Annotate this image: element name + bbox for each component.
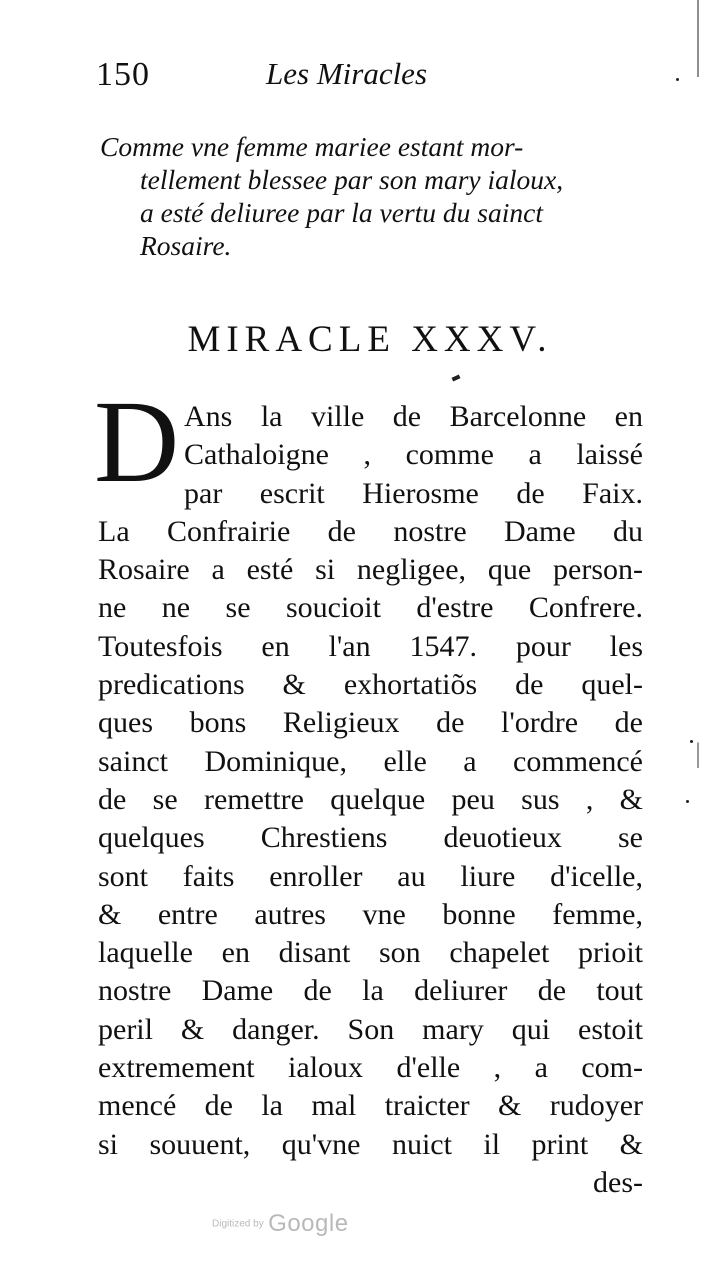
body-line: La Confrairie de nostre Dame du bbox=[98, 514, 643, 548]
summary-line: tellement blessee par son mary ialoux, bbox=[140, 164, 564, 195]
scan-speck bbox=[690, 740, 693, 743]
body-line: mencé de la mal traicter & rudoyer bbox=[98, 1089, 643, 1123]
body-line: Cathaloigne , comme a laissé bbox=[184, 438, 643, 472]
chapter-summary bbox=[100, 130, 645, 262]
watermark-brand: Google bbox=[268, 1210, 349, 1237]
page-number: 150 bbox=[96, 56, 150, 93]
body-line: par escrit Hierosme de Faix. bbox=[184, 476, 643, 510]
body-line: extremement ialoux d'elle , a com- bbox=[98, 1051, 643, 1085]
digitization-watermark bbox=[212, 1210, 349, 1238]
body-line: sont faits enroller au liure d'icelle, bbox=[98, 859, 643, 893]
scan-speck bbox=[676, 78, 679, 81]
watermark-prefix: Digitized by bbox=[212, 1218, 264, 1230]
body-line: si souuent, qu'vne nuict il print & bbox=[98, 1127, 643, 1161]
summary-line: a esté deliuree par la vertu du sainct bbox=[140, 197, 543, 228]
body-line: Rosaire a esté si negligee, que person- bbox=[98, 553, 643, 587]
body-line: quelques Chrestiens deuotieux se bbox=[98, 821, 643, 855]
page-header bbox=[96, 56, 656, 96]
body-line: predications & exhortatiõs de quel- bbox=[98, 668, 643, 702]
body-text bbox=[98, 398, 643, 1202]
summary-line: Comme vne femme mariee estant mor- bbox=[100, 131, 524, 162]
catchword: des- bbox=[593, 1165, 643, 1199]
body-line: nostre Dame de la deliurer de tout bbox=[98, 974, 643, 1008]
body-line: ne ne se soucioit d'estre Confrere. bbox=[98, 591, 643, 625]
summary-line: Rosaire. bbox=[140, 230, 232, 261]
body-line: laquelle en disant son chapelet prioit bbox=[98, 936, 643, 970]
scan-edge-line bbox=[697, 0, 699, 1280]
body-line: de se remettre quelque peu sus , & bbox=[98, 782, 643, 816]
running-head: Les Miracles bbox=[266, 56, 428, 91]
body-line: ques bons Religieux de l'ordre de bbox=[98, 706, 643, 740]
scan-speck bbox=[686, 800, 689, 803]
body-line: sainct Dominique, elle a commencé bbox=[98, 744, 643, 778]
ink-mark bbox=[452, 374, 461, 381]
miracle-title: MIRACLE XXXV. bbox=[187, 319, 553, 360]
body-line: & entre autres vne bonne femme, bbox=[98, 897, 643, 931]
body-line: Ans la ville de Barcelonne en bbox=[184, 400, 643, 433]
body-line: Toutesfois en l'an 1547. pour les bbox=[98, 629, 643, 663]
body-line: peril & danger. Son mary qui estoit bbox=[98, 1012, 643, 1046]
drop-cap: D bbox=[94, 376, 180, 507]
